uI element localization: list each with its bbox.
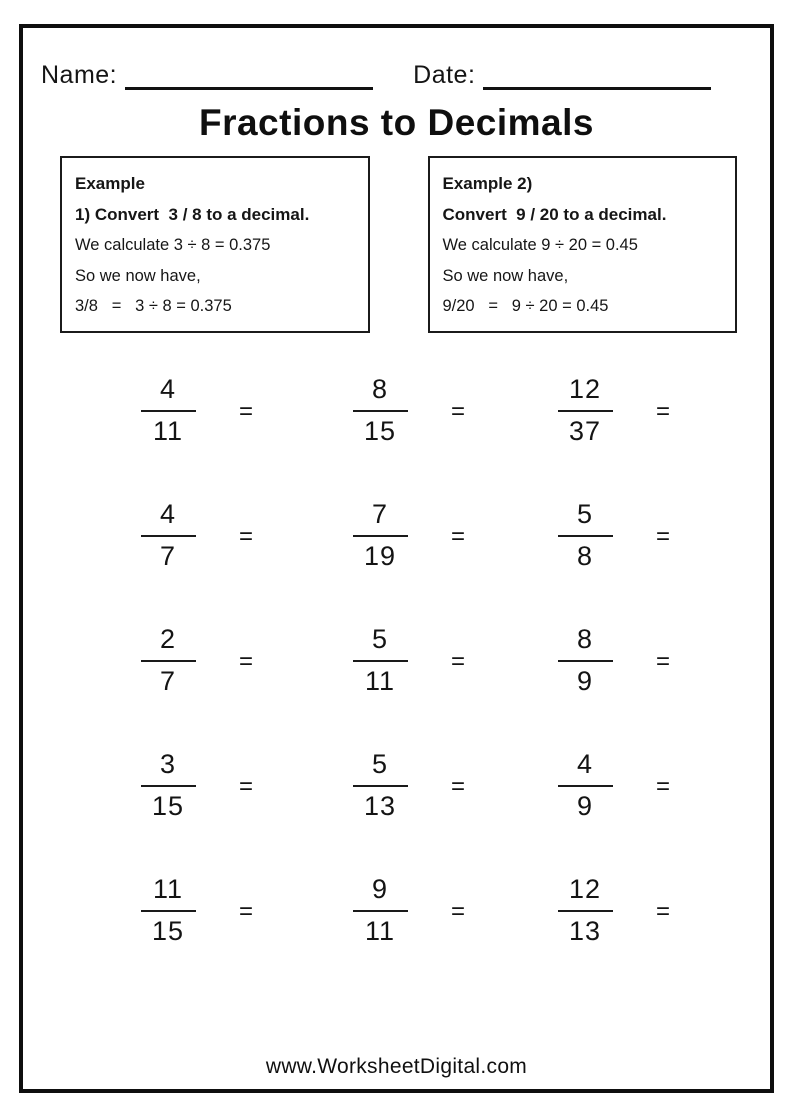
equals-sign: = (451, 897, 466, 925)
example2-calculation: We calculate 9 ÷ 20 = 0.45 (442, 236, 638, 254)
fraction-numerator: 12 (568, 374, 602, 405)
equals-sign: = (656, 897, 671, 925)
fraction-numerator: 7 (371, 499, 389, 530)
equals-sign: = (451, 522, 466, 550)
fraction-bar (353, 660, 408, 662)
fraction-numerator: 9 (371, 874, 389, 905)
fraction-problem-3 (526, 348, 741, 473)
fraction-denominator: 15 (363, 415, 397, 446)
fraction-bar (558, 910, 613, 912)
fraction-denominator: 9 (576, 665, 594, 696)
fraction-bar (141, 535, 196, 537)
fraction-problem-4 (109, 473, 321, 598)
fraction-numerator: 12 (568, 874, 602, 905)
example2-problem: Convert 9 / 20 to a decimal. (442, 204, 667, 224)
fraction-bar (141, 785, 196, 787)
fraction-numerator: 5 (371, 749, 389, 780)
fraction-problem-10 (109, 723, 321, 848)
fraction-problem-9 (526, 598, 741, 723)
problems-grid (23, 348, 770, 973)
fraction-bar (558, 660, 613, 662)
equals-sign: = (239, 897, 254, 925)
website-url: www.WorksheetDigital.com (265, 1055, 528, 1078)
fraction-denominator: 13 (363, 790, 397, 821)
equals-sign: = (239, 647, 254, 675)
fraction-bar (141, 660, 196, 662)
fraction-numerator: 4 (576, 749, 594, 780)
example1-heading: Example (75, 174, 145, 193)
name-label: Name: (41, 61, 118, 89)
example1-transition: So we now have, (75, 266, 201, 285)
equals-sign: = (656, 772, 671, 800)
fraction-numerator: 8 (371, 374, 389, 405)
equals-sign: = (239, 772, 254, 800)
fraction-problem-7 (109, 598, 321, 723)
fraction-denominator: 15 (151, 915, 185, 946)
fraction-problem-13 (109, 848, 321, 973)
fraction-denominator: 15 (151, 790, 185, 821)
fraction-bar (141, 410, 196, 412)
fraction-denominator: 9 (576, 790, 594, 821)
example1-problem: 1) Convert 3 / 8 to a decimal. (75, 204, 310, 224)
example2-result: 9/20 = 9 ÷ 20 = 0.45 (442, 297, 609, 315)
fraction-numerator: 5 (576, 499, 594, 530)
fraction-bar (353, 410, 408, 412)
fraction-problem-14 (321, 848, 526, 973)
name-field-group (41, 61, 373, 90)
name-blank-line (125, 64, 373, 90)
fraction-denominator: 11 (364, 665, 396, 696)
date-blank-line (483, 64, 711, 90)
date-label: Date: (413, 61, 476, 89)
equals-sign: = (656, 397, 671, 425)
fraction-problem-1 (109, 348, 321, 473)
fraction-bar (558, 410, 613, 412)
fraction-bar (558, 535, 613, 537)
fraction-denominator: 8 (576, 540, 594, 571)
example-box-2 (428, 156, 738, 333)
fraction-denominator: 37 (568, 415, 602, 446)
fraction-denominator: 7 (159, 665, 177, 696)
worksheet-border-frame (19, 24, 774, 1093)
fraction-numerator: 3 (159, 749, 177, 780)
fraction-bar (558, 785, 613, 787)
fraction-denominator: 13 (568, 915, 602, 946)
fraction-numerator: 8 (576, 624, 594, 655)
equals-sign: = (451, 772, 466, 800)
page-title: Fractions to Decimals (198, 102, 594, 143)
fraction-problem-8 (321, 598, 526, 723)
fraction-bar (141, 910, 196, 912)
fraction-problem-11 (321, 723, 526, 848)
header (23, 28, 770, 90)
fraction-denominator: 7 (159, 540, 177, 571)
fraction-problem-5 (321, 473, 526, 598)
fraction-denominator: 11 (364, 915, 396, 946)
fraction-numerator: 2 (159, 624, 177, 655)
fraction-numerator: 11 (152, 874, 184, 905)
fraction-problem-6 (526, 473, 741, 598)
fraction-bar (353, 910, 408, 912)
equals-sign: = (239, 397, 254, 425)
example2-heading: Example 2) (442, 174, 533, 193)
fraction-problem-2 (321, 348, 526, 473)
fraction-denominator: 11 (152, 415, 184, 446)
equals-sign: = (239, 522, 254, 550)
example1-calculation: We calculate 3 ÷ 8 = 0.375 (75, 236, 271, 254)
equals-sign: = (451, 647, 466, 675)
fraction-bar (353, 535, 408, 537)
fraction-problem-15 (526, 848, 741, 973)
fraction-denominator: 19 (363, 540, 397, 571)
example-box-1 (60, 156, 370, 333)
fraction-numerator: 5 (371, 624, 389, 655)
fraction-numerator: 4 (159, 374, 177, 405)
example1-result: 3/8 = 3 ÷ 8 = 0.375 (75, 297, 232, 315)
fraction-problem-12 (526, 723, 741, 848)
equals-sign: = (451, 397, 466, 425)
date-field-group (413, 61, 711, 90)
examples-section (23, 156, 770, 333)
fraction-bar (353, 785, 408, 787)
equals-sign: = (656, 522, 671, 550)
example2-transition: So we now have, (442, 266, 569, 285)
fraction-numerator: 4 (159, 499, 177, 530)
equals-sign: = (656, 647, 671, 675)
